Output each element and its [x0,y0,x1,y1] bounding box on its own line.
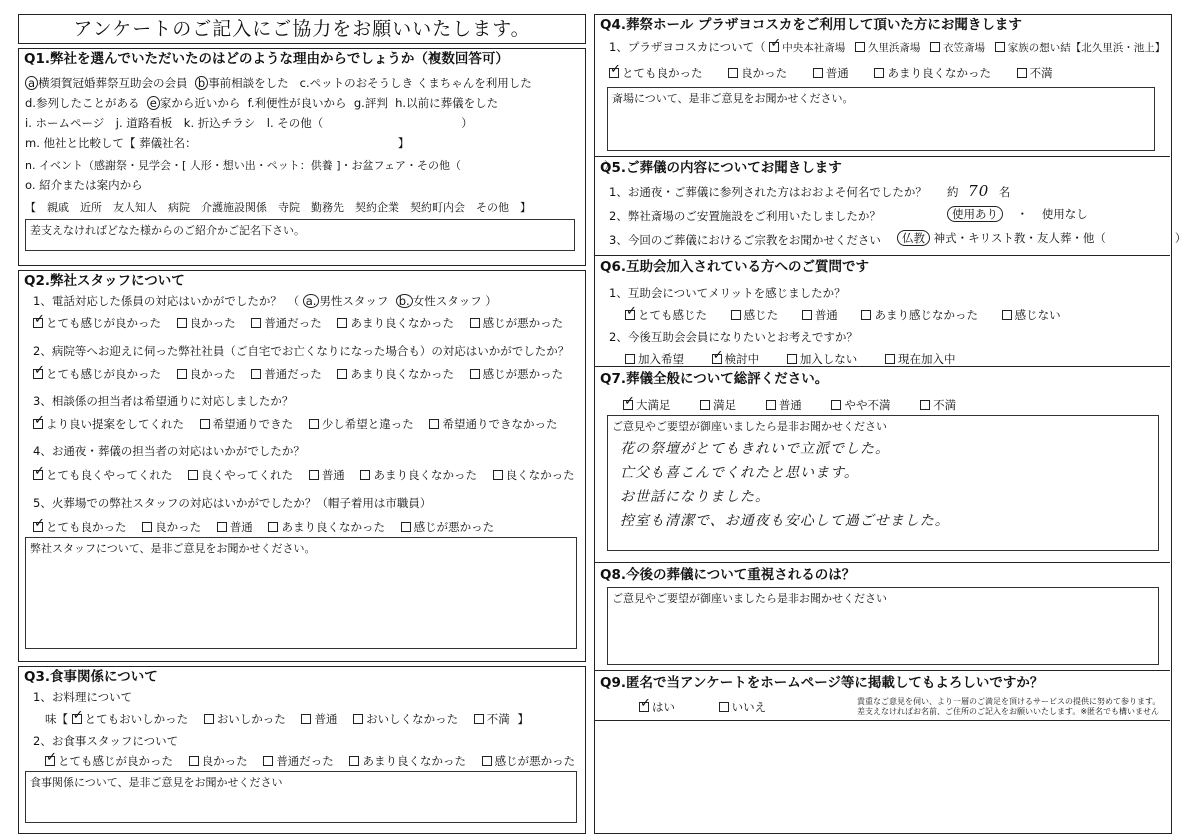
q2-5-opt[interactable]: 普通 [217,520,253,534]
q3-staff-opt[interactable]: ✓とても感じが良かった [45,754,173,768]
q7-opt[interactable]: 不満 [920,398,956,412]
q9-section [595,673,1170,721]
q1-option-g[interactable]: g.評判 [353,96,388,110]
q5-2-options: 使用あり ・ 使用なし [947,206,1088,222]
q2-1-opt[interactable]: あまり良くなかった [337,316,454,330]
q8-heading: Q8.今後の葬儀について重視されるのは？ [600,567,856,583]
q9-note-2: 差支えなければお名前、ご住所のご記入をお願いいたします。※匿名でも構いません [857,707,1160,716]
q6-1-opt[interactable]: ✓とても感じた [625,308,707,322]
q5-1-question: 1、お通夜・ご葬儀に参列された方はおおよそ何名でしたか？ [609,185,927,199]
religion-buddhism-option[interactable]: 仏教 [897,230,930,246]
q2-1-opt[interactable]: 感じが悪かった [470,316,564,330]
venue-comment-placeholder: 斎場について、是非ご意見をお聞かせください。 [612,92,854,105]
q3-staff-opt[interactable]: 感じが悪かった [482,754,576,768]
venue-comment-field[interactable] [607,87,1155,151]
venue-option[interactable]: 久里浜斎場 [855,42,921,54]
q6-1-opt[interactable]: あまり感じなかった [861,308,978,322]
q9-heading: Q9.匿名で当アンケートをホームページ等に掲載してもよろしいですか？ [600,675,1044,691]
q2-4-opt[interactable]: 良くなかった [493,468,575,482]
attendees-value: 70 [968,182,990,200]
q5-heading: Q5.ご葬儀の内容についてお聞きします [600,160,842,176]
q3-taste-options: 味【 ✓ とてもおいしかった おいしかった 普通 おいしくなかった 不満 】 [45,711,529,727]
q4-venue-line: 1、プラザヨコスカについて（ ✓ 中央本社斎場 久里浜斎場 衣笠斎場 家族の想い結【北久里浜・池上】 [609,39,1165,55]
q3-2-question: 2、お食事スタッフについて [33,734,179,748]
q6-2-opt[interactable]: 加入しない [787,352,858,366]
q2-heading: Q2.弊社スタッフについて [24,273,185,289]
q2-5-opt[interactable]: 感じが悪かった [401,520,495,534]
q5-section [595,158,1187,256]
venue-option[interactable]: ✓ 中央本社斎場 [769,42,845,54]
q7-opt[interactable]: 普通 [766,398,802,412]
q2-4-opt[interactable]: ✓とても良くやってくれた [33,468,173,482]
q4-opt[interactable]: あまり良くなかった [874,66,991,80]
q7-opt[interactable]: やや不満 [831,398,890,412]
q7-section [595,369,1170,563]
q1-line1 [25,75,532,91]
q2-1-question: 1、電話対応した係員の対応はいかがでしたか？ （ a. 男性スタッフ b. 女性スタッフ ） [33,294,497,308]
q2-5-opt[interactable]: ✓とても良かった [33,520,127,534]
q1-option-h[interactable]: h.以前に葬儀をした [395,96,499,110]
q3-taste-opt[interactable]: おいしかった [204,712,286,726]
q5-2-question: 2、弊社斎場のご安置施設をご利用いたしましたか？ [609,209,881,223]
q2-3-opt[interactable]: 少し希望と違った [309,417,414,431]
q1-option-e[interactable]: e 家から近いから [147,96,241,110]
q2-3-opt[interactable]: 希望通りできた [200,417,294,431]
q3-staff-options [45,753,587,769]
q2-2-opt[interactable]: ✓とても感じが良かった [33,367,161,381]
publish-yes-option[interactable]: ✓はい [639,700,675,714]
q2-2-question: 2、病院等へお迎えに伺った弊社社員（ご自宅でお亡くなりになった場合も）の対応はいかがでしたか？ [33,344,570,358]
q5-3-options [897,230,1186,246]
q2-2-opt[interactable]: 感じが悪かった [470,367,564,381]
q2-5-question: 5、火葬場での弊社スタッフの対応はいかがでしたか？（帽子着用は市職員） [33,496,432,510]
q1-heading: Q1.弊社を選んでいただいたのはどのような理由からでしょうか（複数回答可） [24,51,509,67]
staff-comment-field[interactable] [25,537,577,649]
attendees-field[interactable]: 約 70 名 [947,182,1011,200]
q9-options [639,699,778,715]
q6-2-opt[interactable]: 加入希望 [625,352,684,366]
q2-1-options [33,315,575,331]
staff-female-option[interactable]: b. 女性スタッフ [396,294,482,308]
venue-option[interactable]: 衣笠斎場 [930,42,985,54]
q2-4-opt[interactable]: あまり良くなかった [360,468,477,482]
q6-1-opt[interactable]: 感じない [1002,308,1061,322]
handwritten-line-3: お世話になりました。 [620,489,770,505]
q2-2-options [33,366,575,382]
q1-line7[interactable]: 【 親戚 近所 友人知人 病院 介護施設関係 寺院 勤務先 契約企業 契約町内会 その他 】 [25,201,531,214]
q2-3-opt[interactable]: 希望通りできなかった [429,417,557,431]
q4-section [595,15,1170,157]
q2-3-options [33,416,569,432]
q1-option-d[interactable]: d.参列したことがある [25,96,140,110]
venue-option[interactable]: 家族の想い結【北久里浜・池上】 [995,42,1166,54]
q2-2-opt[interactable]: 普通だった [251,367,322,381]
q7-opt[interactable]: 満足 [700,398,736,412]
q4-options [609,65,1065,81]
q7-heading: Q7.葬儀全般について総評ください。 [600,371,829,387]
facility-not-used-option[interactable]: 使用なし [1041,207,1088,221]
q1-line2 [25,95,498,111]
introducer-placeholder: 差支えなければどなた様からのご紹介かご記名下さい。 [30,224,305,237]
q6-2-question: 2、今後互助会会員になりたいとお考えですか？ [609,330,858,344]
q2-1-opt[interactable]: 普通だった [251,316,322,330]
q4-opt[interactable]: 良かった [728,66,787,80]
q1-option-a[interactable]: a 横須賀冠婚葬祭互助会の会員 [25,76,188,90]
overall-comment-placeholder: ご意見やご要望が御座いましたら是非お聞かせください [612,420,887,433]
q2-2-opt[interactable]: 良かった [177,367,236,381]
q7-opt[interactable]: ✓大満足 [623,398,671,412]
q1-line4[interactable]: m. 他社と比較して【 葬儀社名： 】 [25,136,410,150]
q3-taste-opt[interactable]: ✓ とてもおいしかった [72,712,189,726]
q1-line3[interactable]: i. ホームページ j. 道路看板 k. 折込チラシ l. その他（ ） [25,116,473,130]
q7-options [623,397,968,413]
q6-section [595,257,1170,367]
q6-1-opt[interactable]: 感じた [731,308,779,322]
q9-note-1: 貴重なご意見を伺い、より一層のご満足を頂けるサービスの提供に努めて参ります。 [857,697,1161,706]
q2-3-question: 3、相談係の担当者は希望通りに対応しましたか？ [33,394,294,408]
q6-1-opt[interactable]: 普通 [802,308,838,322]
facility-used-option[interactable]: 使用あり [947,206,1003,222]
publish-no-option[interactable]: いいえ [719,700,767,714]
handwritten-line-1: 花の祭壇がとてもきれいで立派でした。 [620,441,890,457]
q1-section [18,48,615,266]
q4-opt[interactable]: 普通 [813,66,849,80]
q2-4-question: 4、お通夜・葬儀の担当者の対応はいかがでしたか？ [33,444,305,458]
right-column [594,14,1187,834]
meal-comment-placeholder: 食事関係について、是非ご意見をお聞かせください [30,776,283,789]
overall-comment-field[interactable] [607,415,1159,551]
meal-comment-field[interactable] [25,771,577,823]
q6-heading: Q6.互助会加入されている方へのご質問です [600,259,869,275]
q1-option-b[interactable]: b 事前相談をした [195,76,289,90]
future-comment-field[interactable] [607,587,1159,665]
q2-4-options [33,467,587,483]
q1-line5[interactable]: n. イベント（感謝祭・見学会・[ 人形・想い出・ペット：供養 ]・お盆フェア・その他（ ） [25,159,615,172]
q3-1-question: 1、お料理について [33,690,133,704]
q3-taste-opt[interactable]: 普通 [301,712,337,726]
q2-1-opt[interactable]: 良かった [177,316,236,330]
q3-staff-opt[interactable]: 普通だった [263,754,334,768]
q8-section [595,565,1170,671]
q4-opt[interactable]: ✓とても良かった [609,66,703,80]
staff-comment-placeholder: 弊社スタッフについて、是非ご意見をお聞かせください。 [30,542,316,555]
q1-line6[interactable]: o. 紹介または案内から [25,178,143,192]
handwritten-line-4: 控室も清潔で、お通夜も安心して過ごせました。 [620,513,950,529]
q2-2-opt[interactable]: あまり良くなかった [337,367,454,381]
q2-1-opt[interactable]: ✓とても感じが良かった [33,316,161,330]
q2-3-opt[interactable]: ✓より良い提案をしてくれた [33,417,184,431]
q3-staff-opt[interactable]: あまり良くなかった [349,754,466,768]
survey-title: アンケートのご記入にご協力をお願いいたします。 [18,14,586,44]
future-comment-placeholder: ご意見やご要望が御座いましたら是非お聞かせください [612,592,887,605]
q3-taste-opt[interactable]: 不満 [474,712,510,726]
q3-taste-opt[interactable]: おいしくなかった [353,712,458,726]
q2-5-opt[interactable]: あまり良くなかった [268,520,385,534]
q2-5-opt[interactable]: 良かった [142,520,201,534]
q2-section [18,270,586,662]
q5-3-question: 3、今回のご葬儀におけるご宗教をお聞かせください [609,233,881,247]
staff-male-option[interactable]: a. 男性スタッフ [303,294,389,308]
q6-2-opt[interactable]: ✓ 検討中 [712,352,760,366]
q2-4-opt[interactable]: 良くやってくれた [188,468,293,482]
q6-2-opt[interactable]: 現在加入中 [885,352,956,366]
q3-section [18,666,586,834]
q4-opt[interactable]: 不満 [1017,66,1053,80]
q6-2-options [625,351,967,367]
q4-heading: Q4.葬祭ホール プラザヨコスカをご利用して頂いた方にお聞きします [600,17,1022,33]
handwritten-line-2: 亡父も喜こんでくれたと思います。 [620,465,859,481]
q6-1-options [625,307,1073,323]
q1-option-c[interactable]: c.ペットのおそうしき くまちゃんを利用した [299,76,532,90]
q2-5-options [33,519,506,535]
q3-heading: Q3.食事関係について [24,669,158,685]
religion-other-options[interactable]: 神式・キリスト教・友人葬・他（ ） [933,231,1187,245]
q1-option-f[interactable]: f.利便性が良いから [247,96,347,110]
name-address-area[interactable] [595,723,1170,831]
q2-4-opt[interactable]: 普通 [309,468,345,482]
q6-1-question: 1、互助会についてメリットを感じましたか？ [609,286,846,300]
left-column [18,14,615,834]
q3-staff-opt[interactable]: 良かった [189,754,248,768]
introducer-field[interactable] [25,219,575,251]
